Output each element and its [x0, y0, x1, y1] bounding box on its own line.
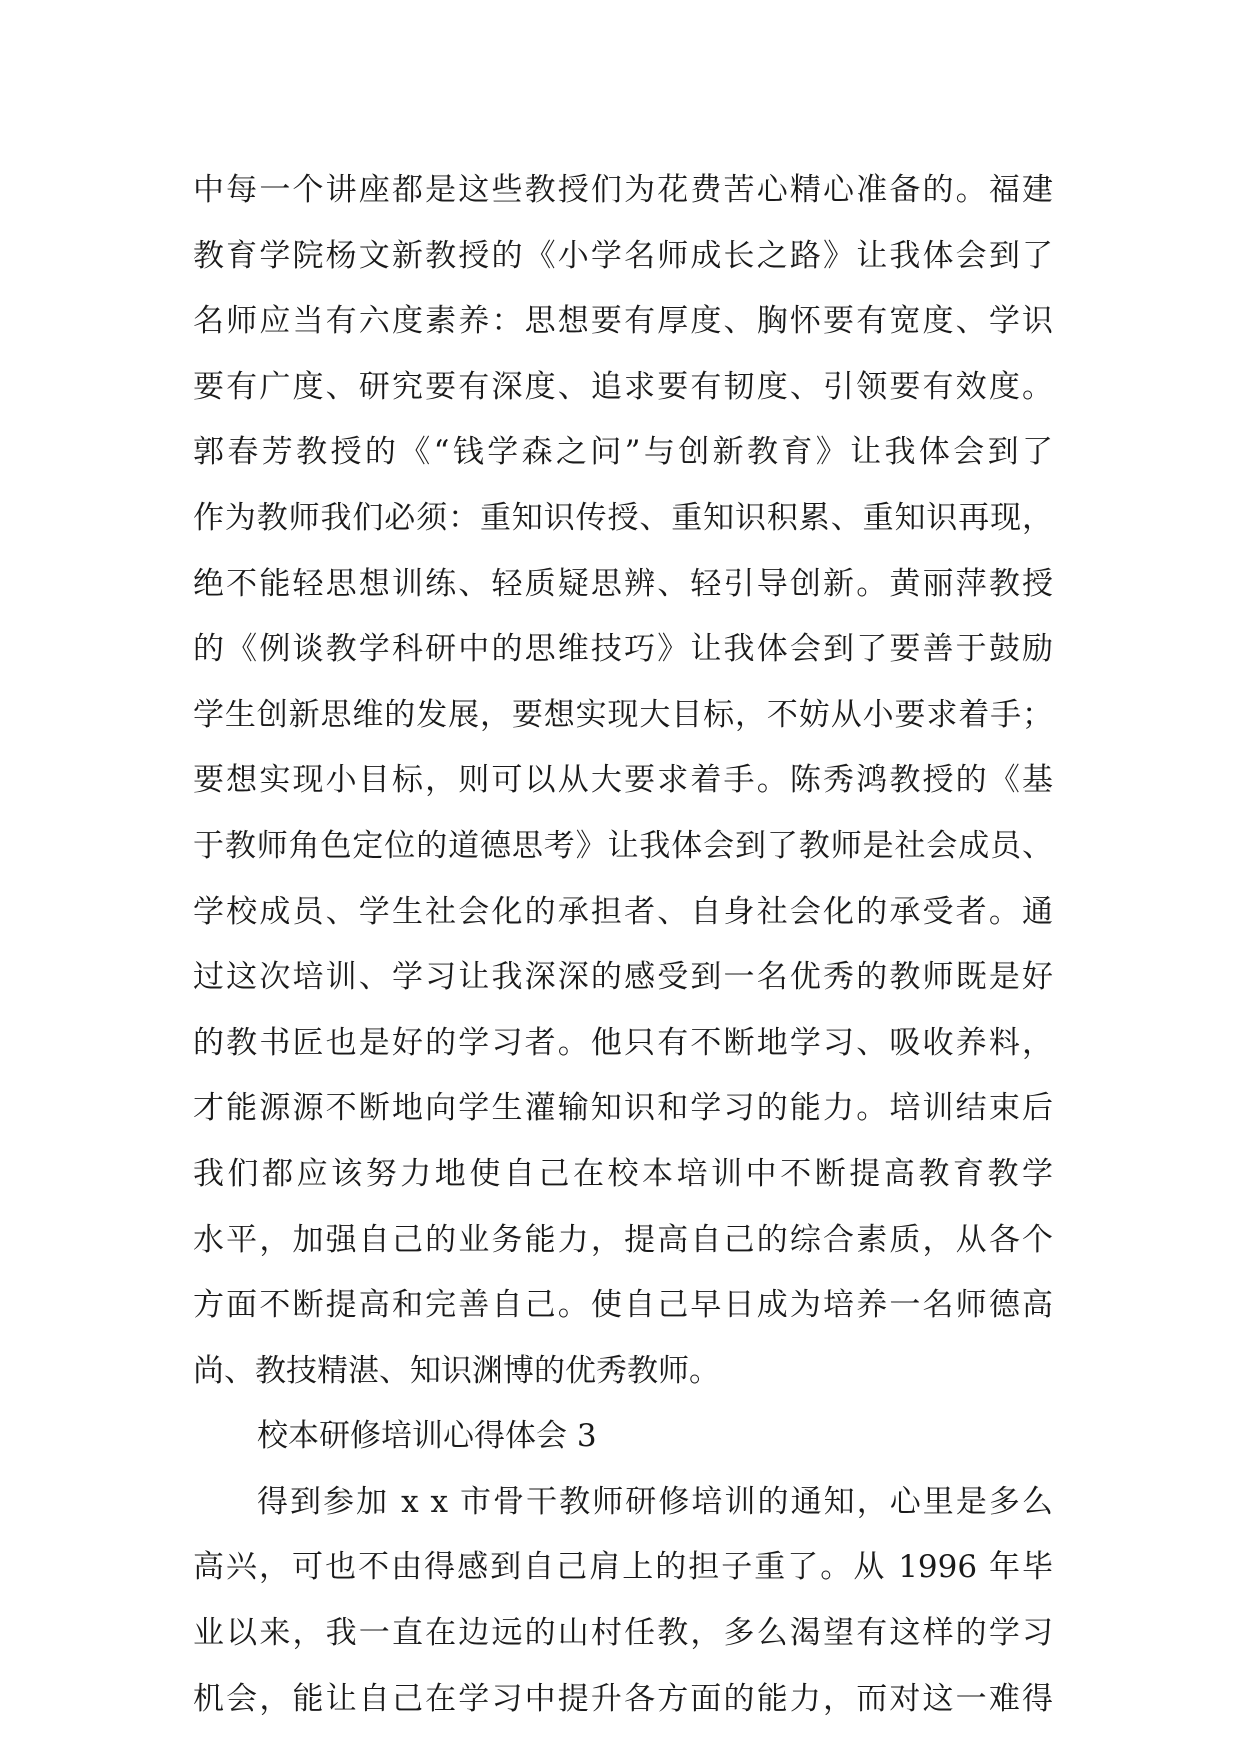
paragraph-line: 才能源源不断地向学生灌输知识和学习的能力。培训结束后: [193, 1090, 1053, 1127]
paragraph-line: 业以来，我一直在边远的山村任教，多么渴望有这样的学习: [193, 1615, 1053, 1652]
paragraph-line: 教育学院杨文新教授的《小学名师成长之路》让我体会到了: [193, 237, 1053, 274]
paragraph-line: 的《例谈教学科研中的思维技巧》让我体会到了要善于鼓励: [193, 631, 1053, 668]
paragraph-line: 要想实现小目标，则可以从大要求着手。陈秀鸿教授的《基: [193, 762, 1053, 799]
paragraph-line: 机会，能让自己在学习中提升各方面的能力，而对这一难得: [193, 1680, 1053, 1717]
paragraph-2: [193, 1470, 1053, 1732]
paragraph-line: 得到参加 x x 市骨干教师研修培训的通知，心里是多么: [257, 1483, 1053, 1520]
paragraph-line: 尚、教技精湛、知识渊博的优秀教师。: [193, 1352, 720, 1389]
paragraph-line: 绝不能轻思想训练、轻质疑思辨、轻引导创新。黄丽萍教授: [193, 565, 1053, 602]
paragraph-line: 过这次培训、学习让我深深的感受到一名优秀的教师既是好: [193, 959, 1053, 996]
paragraph-line: 于教师角色定位的道德思考》让我体会到了教师是社会成员、: [193, 827, 1053, 864]
paragraph-line: 中每一个讲座都是这些教授们为花费苦心精心准备的。福建: [193, 172, 1053, 208]
paragraph-line: 方面不断提高和完善自己。使自己早日成为培养一名师德高: [193, 1287, 1053, 1324]
paragraph-line: 郭春芳教授的《“钱学森之问”与创新教育》让我体会到了: [193, 434, 1053, 471]
document-body: [193, 158, 1053, 1732]
paragraph-line: 学生创新思维的发展，要想实现大目标，不妨从小要求着手；: [193, 696, 1053, 733]
paragraph-line: 的教书匠也是好的学习者。他只有不断地学习、吸收养料，: [193, 1024, 1053, 1061]
paragraph-line: 学校成员、学生社会化的承担者、自身社会化的承受者。通: [193, 893, 1053, 930]
paragraph-line: 水平，加强自己的业务能力，提高自己的综合素质，从各个: [193, 1221, 1053, 1258]
paragraph-line: 作为教师我们必须：重知识传授、重知识积累、重知识再现，: [193, 499, 1053, 536]
paragraph-line: 要有广度、研究要有深度、追求要有韧度、引领要有效度。: [193, 368, 1053, 405]
paragraph-line: 我们都应该努力地使自己在校本培训中不断提高教育教学: [193, 1155, 1053, 1192]
paragraph-1: [193, 158, 1053, 1404]
paragraph-line: 高兴，可也不由得感到自己肩上的担子重了。从 1996 年毕: [193, 1549, 1053, 1586]
paragraph-line: 名师应当有六度素养：思想要有厚度、胸怀要有宽度、学识: [193, 303, 1053, 340]
section-heading: 校本研修培训心得体会 3: [257, 1418, 597, 1455]
